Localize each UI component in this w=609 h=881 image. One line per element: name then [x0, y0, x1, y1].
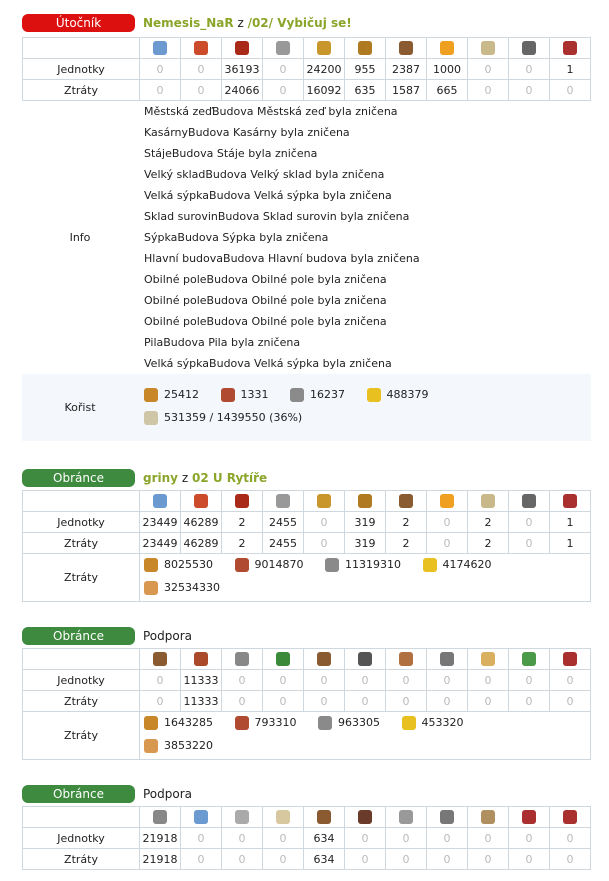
iron-icon: [290, 388, 304, 402]
info-lines: Městská zeďBudova Městská zeď byla zničena KasárnyBudova Kasárny byla zničena StájeBudova Stáje byla zničena Velký skladBudova Velký sklad byla zničena Velká sýpkaBudova Velká sýpka byla zničena Sklad surovinBudova Sklad surovin byla zničena SýpkaBudova Sýpka byla zničena Hlavní budovaBudova Hlavní budova byla zničena Obilné poleBudova Obilné pole byla zničena Obilné poleBudova Obilné pole byla zničena Obilné poleBudova Obilné pole byla zničena PilaBudova Pila byla zničena Velká sýpkaBudova Velká sýpka byla zničena: [144, 105, 420, 370]
carry-icon: [144, 411, 158, 425]
mounted-archer-icon: [358, 41, 372, 55]
crop-icon: [423, 558, 437, 572]
attacker-section: [22, 13, 591, 441]
wood-icon: [144, 388, 158, 402]
spear-icon: [153, 494, 167, 508]
clay-icon: [235, 716, 249, 730]
defender2-units-table: Jednotky 0 11333 0 0 0 0 0 0 0 0 0 Ztráty 0 11333 0 0 0 0 0 0 0 0 0 Ztráty 1643285 793310 963305 453320 3853220: [22, 648, 591, 760]
heavy-cavalry-icon: [399, 41, 413, 55]
helmet-icon: [563, 652, 577, 666]
club-icon: [153, 652, 167, 666]
defender2-section: Obránce Podpora Jednotky 0 11333 0 0 0 0 0 0 0 0 0 Ztráty 0 11333 0 0 0 0 0 0 0 0 0 Ztráty 1643285 793310 963305 453320 3853220: [22, 626, 591, 760]
sword-icon: [194, 494, 208, 508]
defender1-units-table: Jednotky 23449 46289 2 2455 0 319 2 0 2 0 1 Ztráty 23449 46289 2 2455 0 319 2 0 2 0 1 Ztráty 8025530 9014870 11319310 4174620 32534330: [22, 490, 591, 602]
attacker-losses-row: Ztráty 0 0 24066 0 16092 635 1587 665 0 0 0: [23, 80, 591, 101]
horse-icon: [317, 810, 331, 824]
resources-total-icon: [144, 739, 158, 753]
spear-icon: [153, 41, 167, 55]
clay-icon: [221, 388, 235, 402]
attacker-units-row: Jednotky 0 0 36193 0 24200 955 2387 1000 0 0 1: [23, 59, 591, 80]
fire-icon: [440, 494, 454, 508]
horse-icon: [317, 652, 331, 666]
crop-icon: [402, 716, 416, 730]
helmet-icon: [563, 41, 577, 55]
boot-icon: [276, 652, 290, 666]
dark-horse-icon: [358, 652, 372, 666]
defender3-section: Obránce Podpora Jednotky 21918 0 0 0 634 0 0 0 0 0 0 Ztráty 21918 0 0 0 634 0 0 0 0 0 0: [22, 784, 591, 870]
dark-horse-icon: [358, 810, 372, 824]
fire-icon: [440, 41, 454, 55]
attacker-conj: z: [237, 16, 244, 30]
settler-icon: [522, 652, 536, 666]
scout-icon: [276, 494, 290, 508]
attacker-village-link[interactable]: /02/ Vybičuj se!: [247, 16, 352, 30]
iron-icon: [318, 716, 332, 730]
crop-icon: [367, 388, 381, 402]
attacker-units-table: [22, 37, 591, 101]
scout-icon: [276, 41, 290, 55]
wizard-hat-icon: [522, 41, 536, 55]
ram-icon: [399, 810, 413, 824]
axe-icon: [235, 652, 249, 666]
chief-icon: [481, 652, 495, 666]
chief-icon: [481, 810, 495, 824]
light-cavalry-icon: [317, 494, 331, 508]
wood-icon: [144, 716, 158, 730]
pale-horse-icon: [276, 810, 290, 824]
helmet-icon: [563, 810, 577, 824]
axe-icon: [235, 494, 249, 508]
light-cavalry-icon: [317, 41, 331, 55]
pike-icon: [153, 810, 167, 824]
defender1-player-link[interactable]: griny: [143, 471, 178, 485]
noble-icon: [481, 41, 495, 55]
helmet-icon: [563, 494, 577, 508]
defender1-section: Obránce griny z 02 U Rytíře Jednotky 23449 46289 2 2455 0 319 2 0 2 0 1 Ztráty 23449 46289 2 2455 0 319 2 0 2 0 1 Ztráty 8025530 9014870 11319310 4174620 32534330: [22, 468, 591, 602]
catapult-icon: [440, 652, 454, 666]
defender3-units-table: Jednotky 21918 0 0 0 634 0 0 0 0 0 0 Ztráty 21918 0 0 0 634 0 0 0 0 0 0: [22, 806, 591, 870]
wood-icon: [144, 558, 158, 572]
clay-icon: [235, 558, 249, 572]
resources-total-icon: [144, 581, 158, 595]
attacker-tag: Útočník: [22, 14, 135, 32]
unit-icons-row: [23, 38, 591, 59]
sword-icon: [194, 810, 208, 824]
noble-icon: [481, 494, 495, 508]
loot-block: Kořist 25412 1331 16237 488379 531359 / 1439550 (36%): [22, 374, 591, 441]
attacker-player-link[interactable]: Nemesis_NaR: [143, 16, 234, 30]
ram-icon: [399, 652, 413, 666]
heavy-cavalry-icon: [399, 494, 413, 508]
spear-icon: [194, 652, 208, 666]
settler-icon: [522, 810, 536, 824]
wizard-hat-icon: [522, 494, 536, 508]
defender1-village-link[interactable]: 02 U Rytíře: [191, 471, 268, 485]
scout-horse-icon: [235, 810, 249, 824]
axe-icon: [235, 41, 249, 55]
catapult-icon: [440, 810, 454, 824]
info-block: Info Městská zeďBudova Městská zeď byla zničena KasárnyBudova Kasárny byla zničena StájeBudova Stáje byla zničena Velký skladBudova Velký sklad byla zničena Velká sýpkaBudova Velká sýpka byla zničena Sklad surovinBudova Sklad surovin byla zničena SýpkaBudova Sýpka byla zničena Hlavní budovaBudova Hlavní budova byla zničena Obilné poleBudova Obilné pole byla zničena Obilné poleBudova Obilné pole byla zničena Obilné poleBudova Obilné pole byla zničena PilaBudova Pila byla zničena Velká sýpkaBudova Velká sýpka byla zničena: [22, 101, 591, 374]
iron-icon: [325, 558, 339, 572]
sword-icon: [194, 41, 208, 55]
mounted-archer-icon: [358, 494, 372, 508]
